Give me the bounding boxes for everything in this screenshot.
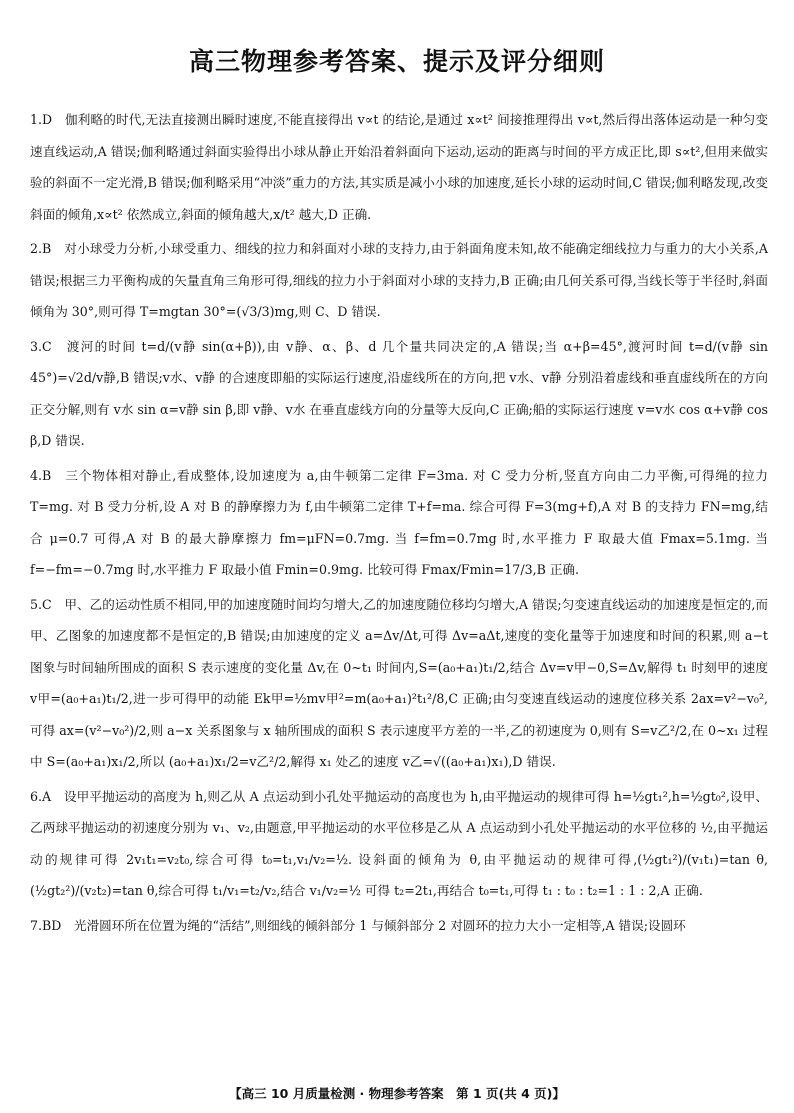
answer-text: 甲、乙的运动性质不相同,甲的加速度随时间均匀增大,乙的加速度随位移均匀增大,A 错误;匀变速直线运动的加速度是恒定的,而甲、乙图象的加速度都不是恒定的,B 错误;由加速度的定义 a=Δv/Δt,可得 Δv=aΔt,速度的变化量等于加速度和时间的积累,则 a−t 图象与时间轴所围成的面积 S 表示速度的变化量 Δv,在 0~t₁ 时间内,S=(a₀+a₁)t₁/2,结合 Δv=v甲−0,S=Δv,解得 t₁ 时刻甲的速度 v甲=(a₀+a₁)t₁/2,进一步可得甲的动能 Ek甲=½mv甲²=m(a₀+a₁)²t₁²/8,C 正确;由匀变速直线运动的速度位移关系 2ax=v²−v₀²,可得 ax=(v²−v₀²)/2,则 a−x 关系图象与 x 轴所围成的面积 S 表示速度平方差的一半,乙的初速度为 0,则有 S=v乙²/2,在 0~x₁ 过程中 S=(a₀+a₁)x₁/2,所以 (a₀+a₁)x₁/2=v乙²/2,解得 x₁ 处乙的速度 v乙=√((a₀+a₁)x₁),D 错误.: [30, 596, 769, 769]
answer-number: 5.C: [30, 596, 52, 612]
answer-text: 设甲平抛运动的高度为 h,则乙从 A 点运动到小孔处平抛运动的高度也为 h,由平抛运动的规律可得 h=½gt₁²,h=½gt₀²,设甲、乙两球平抛运动的初速度分别为 v₁、v₂,由题意,甲平抛运动的水平位移是乙从 A 点运动到小孔处平抛运动的水平位移的 ½,由平抛运动的规律可得 2v₁t₁=v₂t₀,综合可得 t₀=t₁,v₁/v₂=½. 设斜面的倾角为 θ,由平抛运动的规律可得,(½gt₁²)/(v₁t₁)=tan θ,(½gt₂²)/(v₂t₂)=tan θ,综合可得 t₁/v₁=t₂/v₂,结合 v₁/v₂=½ 可得 t₂=2t₁,再结合 t₀=t₁,可得 t₁ : t₀ : t₂=1 : 1 : 2,A 正确.: [30, 788, 768, 898]
answer-text: 对小球受力分析,小球受重力、细线的拉力和斜面对小球的支持力,由于斜面角度未知,故不能确定细线拉力与重力的大小关系,A 错误;根据三力平衡构成的矢量直角三角形可得,细线的拉力小于斜面对小球的支持力,B 正确;由几何关系可得,当线长等于半径时,斜面倾角为 30°,则可得 T=mgtan 30°=(√3/3)mg,则 C、D 错误.: [30, 241, 769, 319]
answer-item-3: [30, 331, 768, 457]
answer-number: 2.B: [30, 241, 52, 256]
answer-text: 伽利略的时代,无法直接测出瞬时速度,不能直接得出 v∝t 的结论,是通过 x∝t² 间接推理得出 v∝t,然后得出落体运动是一种匀变速直线运动,A 错误;伽利略通过斜面实验得出小球从静止开始沿着斜面向下运动,运动的距离与时间的平方成正比,即 s∝t²,但用来做实验的斜面不一定光滑,B 错误;伽利略采用“冲淡”重力的方法,其实质是减小小球的加速度,延长小球的运动时间,C 错误;伽利略发现,改变斜面的倾角,x∝t² 依然成立,斜面的倾角越大,x/t² 越大,D 正确.: [30, 112, 768, 222]
answer-item-5: [30, 589, 768, 778]
answer-item-4: [30, 460, 768, 586]
answer-list: [30, 104, 768, 941]
answer-number: 1.D: [30, 112, 53, 127]
answer-item-1: [30, 104, 768, 230]
answer-number: 7.BD: [30, 917, 62, 933]
answer-text: 渡河的时间 t=d/(v静 sin(α+β)),由 v静、α、β、d 几个量共同决定的,A 错误;当 α+β=45°,渡河时间 t=d/(v静 sin 45°)=√2d/v静,B 错误;v水、v静 的合速度即船的实际运行速度,沿虚线所在的方向,把 v水、v静 分别沿着虚线和垂直虚线所在的方向正交分解,则有 v水 sin α=v静 sin β,即 v静、v水 在垂直虚线方向的分量等大反向,C 正确;船的实际运行速度 v=v水 cos α+v静 cos β,D 错误.: [30, 338, 768, 448]
answer-number: 4.B: [30, 467, 52, 483]
page-title: 高三物理参考答案、提示及评分细则: [188, 47, 605, 76]
answer-item-2: [30, 233, 768, 328]
answer-text: 光滑圆环所在位置为绳的“活结”,则细线的倾斜部分 1 与倾斜部分 2 对圆环的拉力大小一定相等,A 错误;设圆环: [73, 917, 686, 933]
answer-number: 3.C: [30, 338, 52, 354]
answer-item-6: [30, 781, 768, 907]
page-footer: 【高三 10 月质量检测 · 物理参考答案 第 1 页(共 4 页)】: [229, 1086, 565, 1101]
answer-number: 6.A: [30, 788, 52, 804]
answer-item-7: [30, 910, 768, 942]
answer-text: 三个物体相对静止,看成整体,设加速度为 a,由牛顿第二定律 F=3ma. 对 C 受力分析,竖直方向由二力平衡,可得绳的拉力 T=mg. 对 B 受力分析,设 A 对 B 的静摩擦力为 f,由牛顿第二定律 T+f=ma. 综合可得 F=3(mg+f),A 对 B 的支持力 FN=mg,结合 μ=0.7 可得,A 对 B 的最大静摩擦力 fm=μFN=0.7mg. 当 f=fm=0.7mg 时,水平推力 F 取最大值 Fmax=5.1mg. 当 f=−fm=−0.7mg 时,水平推力 F 取最小值 Fmin=0.9mg. 比较可得 Fmax/Fmin=17/3,B 正确.: [30, 467, 768, 577]
